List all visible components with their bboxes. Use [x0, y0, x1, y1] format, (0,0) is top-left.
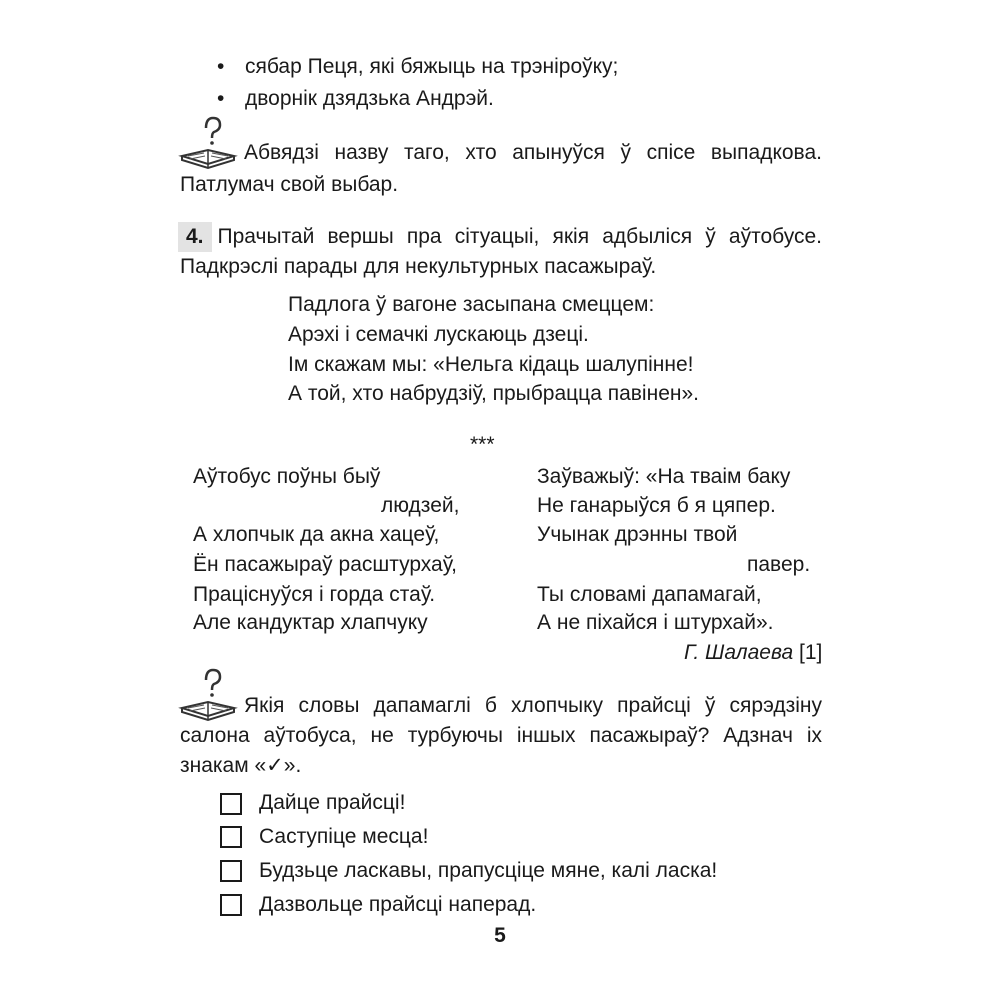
poem2-left-line-5: Праціснуўся і горда стаў. — [193, 583, 436, 606]
book-question-icon — [178, 664, 238, 724]
poem2-right-line-6: А не піхайся і штурхай». — [537, 611, 774, 634]
option-label-1: Дайце прайсці! — [259, 791, 406, 814]
poem2-left-line-2: людзей, — [381, 494, 460, 517]
poem2-left-line-3: А хлопчык да акна хацеў, — [193, 523, 440, 546]
task-b-line-1: Якія словы дапамаглі б хлопчыку прайсці ў сярэдзіну — [244, 694, 822, 717]
task-4-line-1 — [178, 222, 822, 252]
task-4-line-2: Падкрэслі парады для некультурных пасажыраў. — [180, 255, 657, 278]
task-b-line-2: салона аўтобуса, не турбуючы іншых пасажыраў? Адзнач іх — [180, 724, 822, 747]
option-label-4: Дазвольце прайсці наперад. — [259, 893, 537, 916]
poem-author — [684, 638, 822, 668]
poem2-right-line-2: Не ганарыўся б я цяпер. — [537, 494, 776, 517]
task-number: 4. — [178, 222, 212, 252]
stanza-separator: *** — [470, 433, 495, 456]
option-checkbox-1[interactable] — [220, 793, 242, 815]
poem1-line-2: Арэхі і семачкі лускаюць дзеці. — [288, 323, 589, 346]
book-question-icon — [178, 112, 238, 172]
poem2-right-line-1: Заўважыў: «На тваім баку — [537, 465, 791, 488]
poem1-line-4: А той, хто набрудзіў, прыбрацца павінен». — [288, 382, 699, 405]
poem2-right-line-3: Учынак дрэнны твой — [537, 523, 738, 546]
option-checkbox-2[interactable] — [220, 826, 242, 848]
option-label-2: Саступіце месца! — [259, 825, 429, 848]
bullet-item-2: • дворнік дзядзька Андрэй. — [245, 84, 494, 114]
poem1-line-1: Падлога ў вагоне засыпана смеццем: — [288, 293, 655, 316]
task-b-line-3: знакам «✓». — [180, 754, 302, 777]
poem2-left-line-6: Але кандуктар хлапчуку — [193, 611, 428, 634]
task-a-line-2: Патлумач свой выбар. — [180, 173, 399, 196]
poem2-right-line-4: павер. — [747, 553, 811, 576]
poem1-line-3: Ім скажам мы: «Нельга кідаць шалупінне! — [288, 353, 694, 376]
poem2-right-line-5: Ты словамі дапамагай, — [537, 583, 762, 606]
page-number: 5 — [494, 924, 506, 947]
author-reference: [1] — [799, 641, 823, 664]
bullet-item-1: • сябар Пеця, які бяжыць на трэніроўку; — [245, 52, 618, 82]
poem2-left-line-1: Аўтобус поўны быў — [193, 465, 381, 488]
option-checkbox-4[interactable] — [220, 894, 242, 916]
option-label-3: Будзьце ласкавы, прапусціце мяне, калі ласка! — [259, 859, 718, 882]
task-a-line-1: Абвядзі назву таго, хто апынуўся ў спісе выпадкова. — [244, 141, 822, 164]
author-name: Г. Шалаева — [684, 641, 794, 664]
task-4-text-1: Прачытай вершы пра сітуацыі, якія адбыліся ў аўтобусе. — [217, 225, 822, 248]
poem2-left-line-4: Ён пасажыраў расштурхаў, — [193, 553, 457, 576]
option-checkbox-3[interactable] — [220, 860, 242, 882]
